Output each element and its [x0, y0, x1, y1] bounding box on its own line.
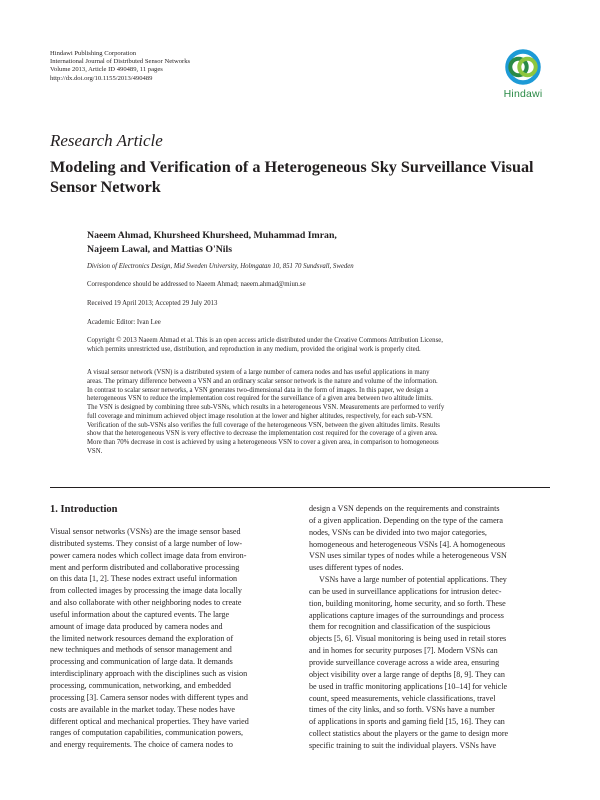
body-line: times of the city links, and so forth. VSNs have a number — [309, 705, 495, 715]
body-line: processing and communication of large data. It demands — [50, 657, 233, 667]
affiliation: Division of Electronics Design, Mid Sweden University, Holmgatan 10, 851 70 Sundsvall, Sweden — [87, 263, 354, 270]
correspondence: Correspondence should be addressed to Naeem Ahmad; naeem.ahmad@miun.se — [87, 281, 306, 288]
body-line: interdisciplinary approach with the disciplines such as vision — [50, 669, 248, 679]
body-line: power camera nodes which collect image data from environ- — [50, 550, 247, 560]
body-line: object visibility over a large range of depths [8, 9]. They can — [309, 669, 505, 679]
body-line: processing, communication, networking, and embedded — [50, 680, 231, 690]
body-line: collect statistics about the players or the game to design more — [309, 729, 509, 739]
body-line: of a given application. Depending on the type of the camera — [309, 515, 503, 525]
academic-editor: Academic Editor: Ivan Lee — [87, 319, 161, 326]
body-line: costs are available in the market today. These nodes have — [50, 704, 235, 714]
body-line: ranges of computation capabilities, communication powers, — [50, 728, 244, 738]
body-line: distributed systems. They consist of a large number of low- — [50, 538, 243, 548]
volume-line: Volume 2013, Article ID 490489, 11 pages — [50, 66, 163, 74]
body-column-left — [50, 526, 291, 751]
body-line: homogeneous and heterogeneous VSNs [4]. A homogeneous — [309, 539, 506, 549]
author-line: Najeem Lawal, and Mattias O'Nils — [87, 243, 233, 255]
section-divider — [50, 487, 550, 488]
body-line: of applications in sports and gaming field [15, 16]. They can — [309, 717, 505, 727]
body-line: on this data [1, 2]. These nodes extract useful information — [50, 574, 238, 584]
doi-link[interactable]: http://dx.doi.org/10.1155/2013/490489 — [50, 74, 153, 82]
body-line: and energy requirements. The choice of camera nodes to — [50, 740, 233, 750]
abstract-line: areas. The primary difference between a VSN and an ordinary scalar sensor network is the nature and volume of the information. — [87, 377, 438, 385]
copyright-line: Copyright © 2013 Naeem Ahmad et al. This is an open access article distributed under the Creative Commons Attribution License, — [87, 337, 443, 344]
body-line: tion, building monitoring, home security, and so forth. These — [309, 598, 506, 608]
body-line: VSNs have a large number of potential applications. They — [319, 575, 507, 585]
body-line: them for recognition and classification of the suspicious — [309, 622, 491, 632]
paragraph — [309, 574, 550, 752]
body-line: and in homes for security purposes [7]. Modern VSNs can — [309, 646, 498, 656]
body-line: the limited network resources demand the exploration of — [50, 633, 234, 643]
publisher-line: Hindawi Publishing Corporation — [50, 50, 137, 57]
copyright-line: which permits unrestricted use, distribution, and reproduction in any medium, provided the original work is properly cited. — [87, 345, 421, 353]
body-line: provide surveillance coverage across a wide area, ensuring — [309, 657, 500, 667]
abstract — [87, 369, 550, 457]
abstract-line: Verification of the sub-VSNs also verifies the full coverage of the heterogeneous VSN, between the given altitudes limits. Results — [87, 421, 440, 429]
body-line: specific training to suit the individual players. VSNs have — [309, 740, 497, 750]
body-line: VSN uses similar types of nodes while a heterogeneous VSN — [309, 551, 507, 561]
body-line: processing [3]. Camera sensor nodes with different types and — [50, 692, 248, 702]
body-line: from collected images by processing the image data locally — [50, 586, 242, 596]
body-line: objects [5, 6]. Visual monitoring is being used in retail stores — [309, 634, 507, 644]
paper-title: Modeling and Verification of a Heterogeneous Sky Surveillance Visual Sensor Network — [50, 158, 534, 196]
abstract-line: More than 70% decrease in cost is achieved by using a heterogeneous VSN to cover a given area, in comparison to homogeneous — [87, 439, 439, 446]
body-column-right — [309, 503, 550, 752]
received-accepted-dates: Received 19 April 2013; Accepted 29 July 2013 — [87, 300, 218, 307]
body-line: be used in traffic monitoring applications [10–14] for vehicle — [309, 681, 508, 691]
body-line: uses different types of nodes. — [309, 563, 404, 573]
body-line: new techniques and methods of sensor management and — [50, 645, 232, 655]
body-line: ment and perform distributed and collaborative processing — [50, 562, 240, 572]
body-line: can be used in surveillance applications for intrusion detec- — [309, 586, 502, 596]
body-line: amount of image data produced by camera nodes and — [50, 621, 223, 631]
body-line: and also collaborate with other neighboring nodes to create — [50, 598, 242, 608]
author-line: Naeem Ahmad, Khursheed Khursheed, Muhammad Imran, — [87, 230, 337, 241]
body-line: count, speed measurements, vehicle classifications, travel — [309, 693, 496, 703]
paragraph — [309, 503, 550, 574]
abstract-line: In contrast to scalar sensor networks, a VSN generates two-dimensional data in the form of images. In this paper, we design a — [87, 386, 429, 394]
journal-name-line: International Journal of Distributed Sensor Networks — [50, 58, 191, 66]
body-line: applications capture images of the surroundings and process — [309, 610, 504, 620]
logo-wordmark: Hindawi — [503, 88, 543, 100]
body-line: design a VSN depends on the requirements and constraints — [309, 504, 500, 513]
article-type: Research Article — [50, 131, 163, 150]
body-line: Visual sensor networks (VSNs) are the image sensor based — [50, 527, 241, 536]
body-line: nodes, VSNs can be divided into two major categories, — [309, 527, 487, 537]
author-list — [87, 229, 507, 256]
abstract-line: heterogeneous VSN to reduce the implementation cost required for the surveillance of a given area between two altitude limits. — [87, 395, 433, 403]
body-line: different optical and mechanical properties. They have varied — [50, 716, 249, 726]
abstract-line: full coverage and minimum achieved object image resolution at the lower and higher altitudes, respectively, for each sub-VSN. — [87, 412, 433, 420]
hindawi-rings-icon — [497, 46, 549, 88]
body-line: useful information about the captured events. The large — [50, 609, 230, 619]
abstract-line: A visual sensor network (VSN) is a distributed system of a large number of camera nodes and has useful applications in many — [87, 369, 430, 376]
abstract-line: The VSN is designed by combining three sub-VSNs, which results in a heterogeneous VSN. Measurements are performed to verify — [87, 404, 445, 411]
abstract-line: VSN. — [87, 447, 103, 455]
copyright-notice — [87, 337, 557, 354]
hindawi-logo — [497, 46, 549, 104]
section-heading: 1. Introduction — [50, 504, 118, 515]
abstract-line: show that the heterogeneous VSN is very effective to decrease the implementation cost required for the coverage of a given area. — [87, 430, 438, 438]
journal-header — [50, 50, 190, 83]
